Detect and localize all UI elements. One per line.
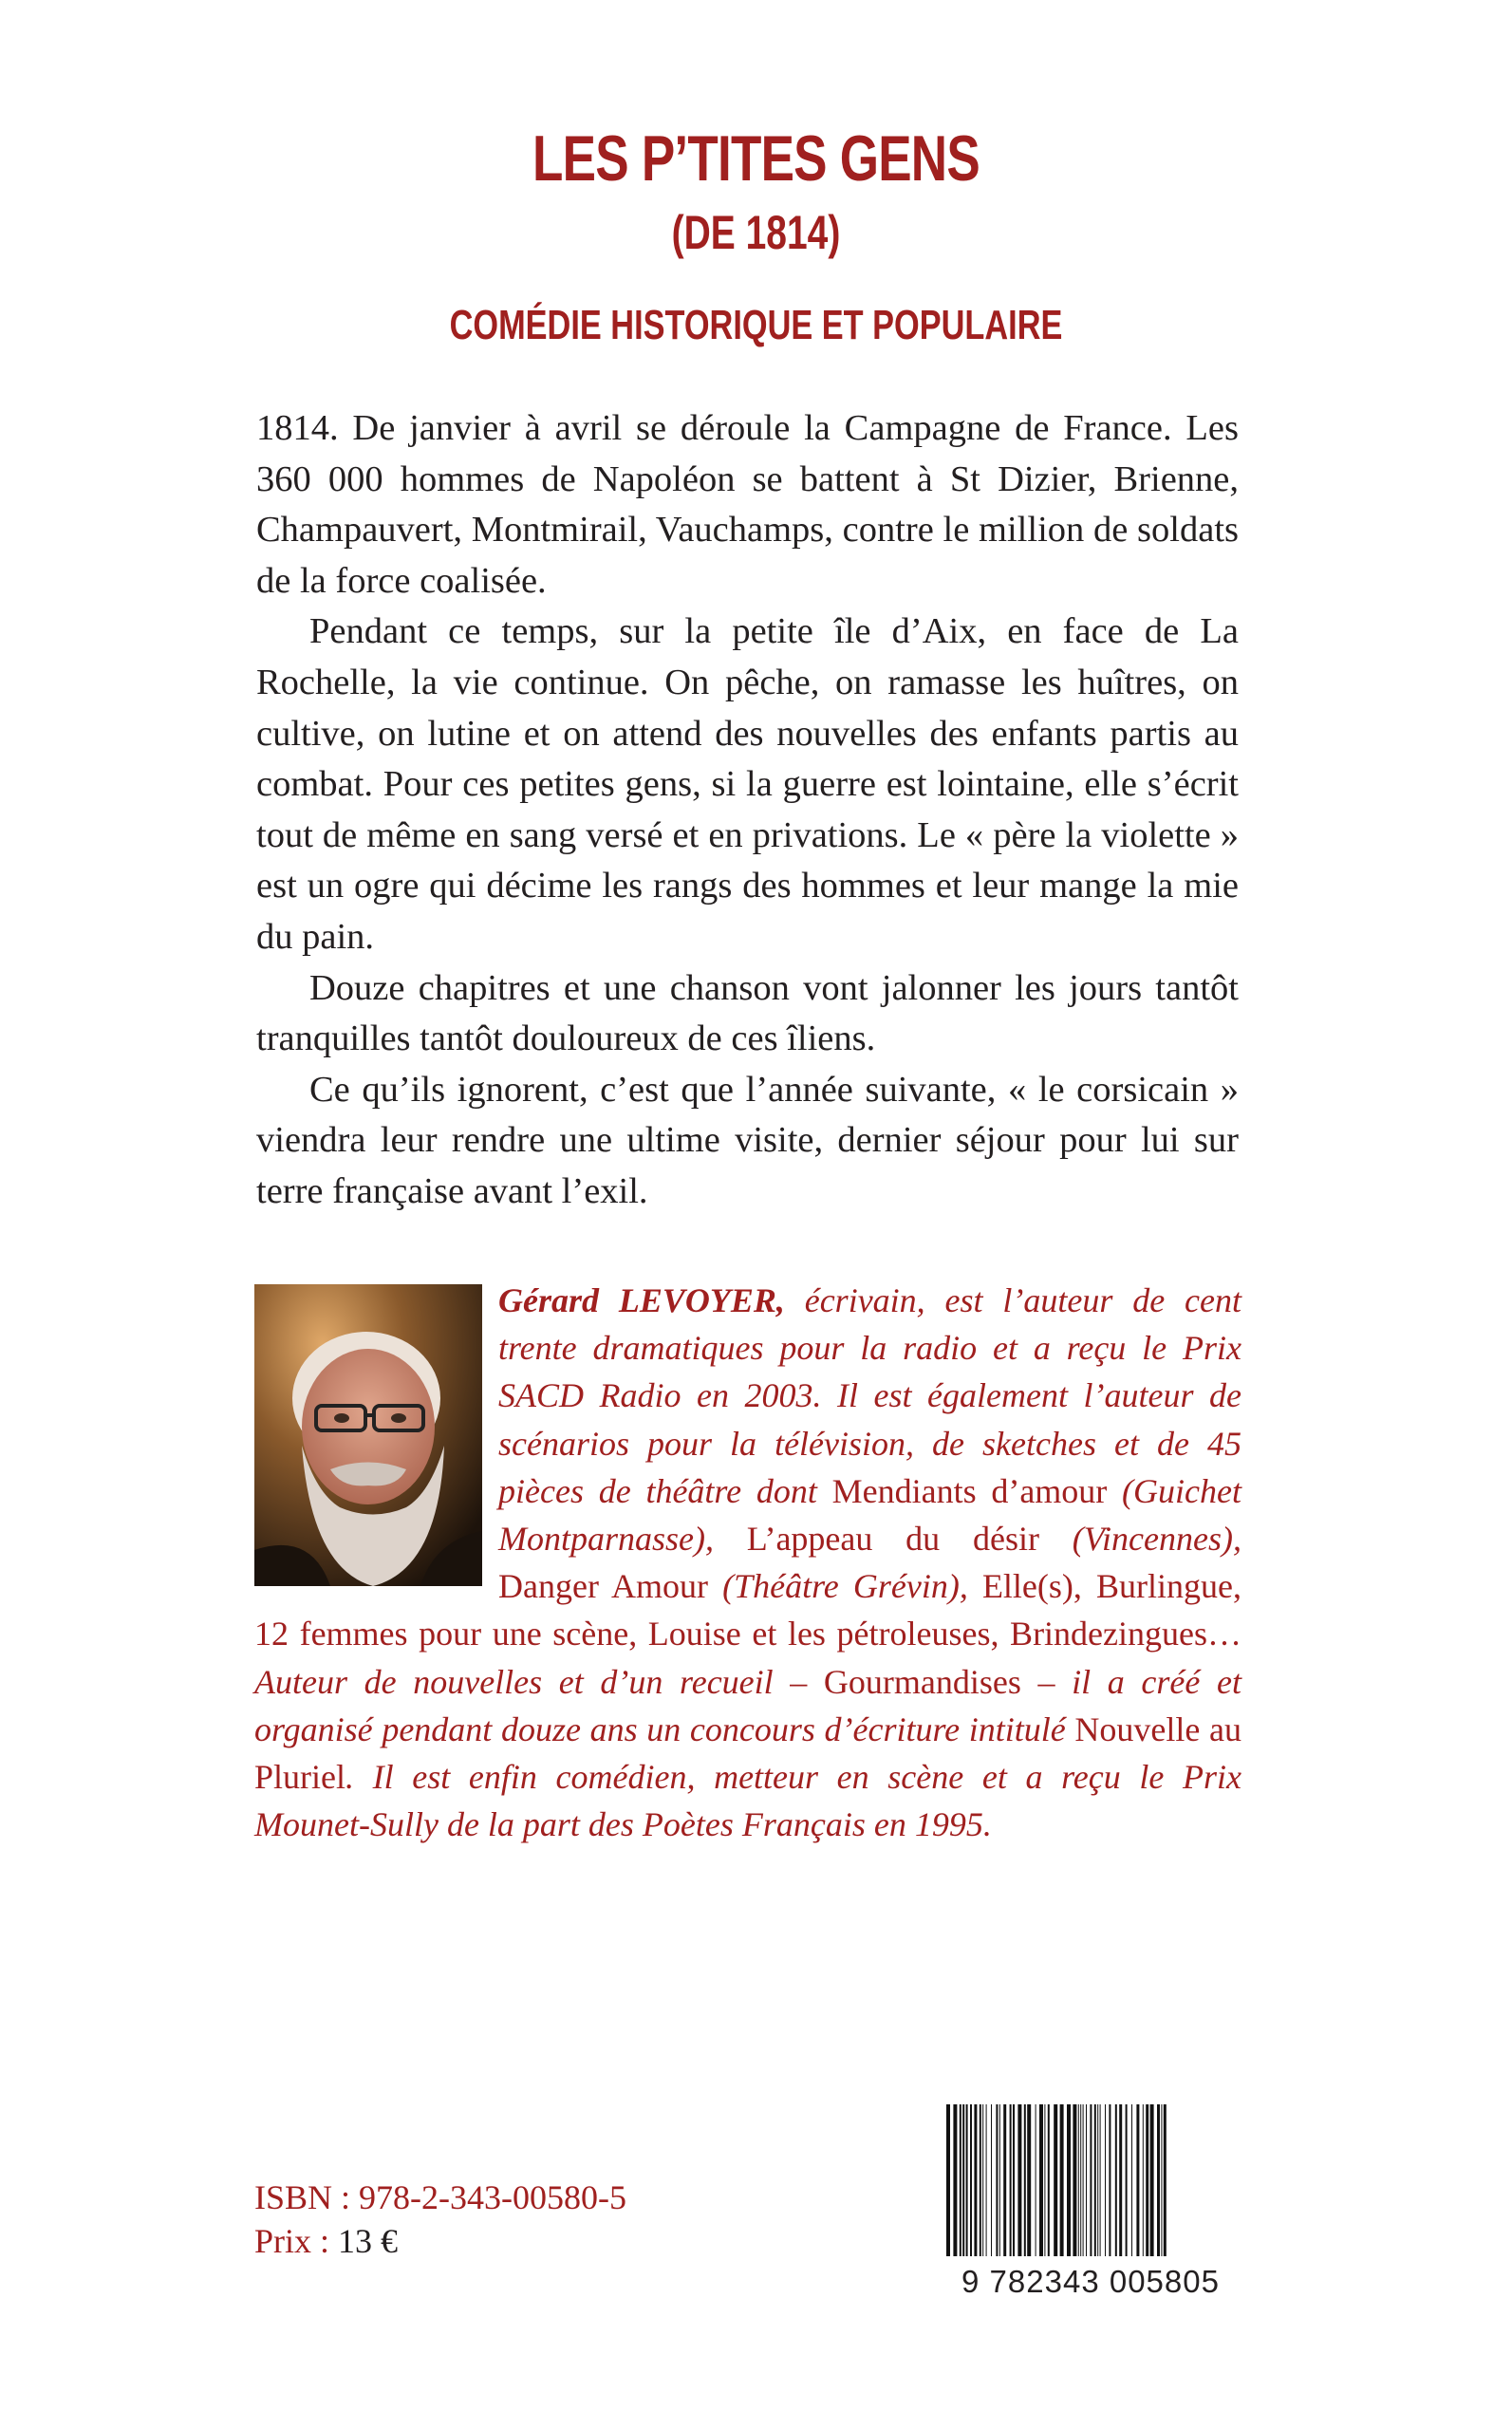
barcode-bar bbox=[1010, 2104, 1012, 2256]
barcode-bar bbox=[1073, 2104, 1076, 2256]
blurb-paragraph: Douze chapitres et une chanson vont jalonner les jours tantôt tranquilles tantôt douloureux de ces îliens. bbox=[256, 967, 1239, 1059]
barcode-bar bbox=[986, 2104, 987, 2256]
isbn-price bbox=[254, 2176, 626, 2263]
barcode-bar bbox=[1161, 2104, 1162, 2256]
bio-work-title: Danger Amour bbox=[498, 1567, 709, 1606]
barcode-bar bbox=[966, 2104, 968, 2256]
barcode-bar bbox=[974, 2104, 977, 2256]
price-line bbox=[254, 2219, 626, 2263]
barcode-bar bbox=[1119, 2104, 1122, 2256]
bio-text: . Il est enfin comédien, metteur en scène et a reçu le Prix Mounet-Sully de la part des Poètes Français en 1995. bbox=[254, 1758, 1241, 1844]
barcode-bar bbox=[962, 2104, 964, 2256]
book-genre: COMÉDIE HISTORIQUE ET POPULAIRE bbox=[449, 302, 1063, 348]
barcode-digits: 9 782343 005805 bbox=[961, 2264, 1220, 2298]
author-bio bbox=[254, 1277, 1241, 1848]
barcode-bar bbox=[1097, 2104, 1098, 2256]
barcode-bar bbox=[1090, 2104, 1092, 2256]
isbn-line bbox=[254, 2176, 626, 2219]
barcode-bar bbox=[1060, 2104, 1064, 2256]
barcode-bar bbox=[1164, 2104, 1167, 2256]
barcode-bar bbox=[1105, 2104, 1106, 2256]
barcode-bar bbox=[1054, 2104, 1057, 2256]
barcode-bar bbox=[1080, 2104, 1081, 2256]
barcode-bar bbox=[1131, 2104, 1132, 2256]
bio-text: (Théâtre Grévin), bbox=[708, 1567, 982, 1606]
bio-text: écrivain, est l’auteur de cent trente dramatiques pour la radio et a reçu le Prix SACD Radio en 2003. Il est également l’auteur de scénarios pour la télévision, de sketches et de 45 pièces de théâtre dont bbox=[498, 1281, 1241, 1510]
barcode-bar bbox=[991, 2104, 992, 2256]
blurb-paragraph: Pendant ce temps, sur la petite île d’Aix, en face de La Rochelle, la vie continue. On pêche, on ramasse les huîtres, on cultive, on lutine et on attend des nouvelles des enfants partis au combat. Pour ces petites gens, si la guerre est lointaine, elle s’écrit tout de même en sang versé et en privations. Le « père la violette » est un ogre qui décime les rangs des hommes et leur mange la mie du pain. bbox=[256, 611, 1239, 957]
isbn-label: ISBN : bbox=[254, 2178, 360, 2216]
barcode-bar bbox=[970, 2104, 972, 2256]
barcode-bar bbox=[960, 2104, 961, 2256]
barcode-bar bbox=[980, 2104, 981, 2256]
barcode-bar bbox=[1157, 2104, 1160, 2256]
bio-text: (Vincennes), bbox=[1038, 1520, 1241, 1559]
barcode-bar bbox=[1146, 2104, 1148, 2256]
blurb-paragraph: Ce qu’ils ignorent, c’est que l’année suivante, « le corsicain » viendra leur rendre une ultime visite, dernier séjour pour lui sur terre française avant l’exil. bbox=[256, 1069, 1239, 1211]
bio-work-title: L’appeau du désir bbox=[746, 1520, 1039, 1559]
barcode-bar bbox=[1027, 2104, 1031, 2256]
barcode-bar bbox=[1044, 2104, 1045, 2256]
barcode-bar bbox=[996, 2104, 998, 2256]
barcode-bar bbox=[1003, 2104, 1006, 2256]
barcode-bar bbox=[1109, 2104, 1111, 2256]
barcode-bar bbox=[1048, 2104, 1050, 2256]
barcode-bar bbox=[1017, 2104, 1021, 2256]
barcode-bar bbox=[1136, 2104, 1139, 2256]
barcode-bar bbox=[1100, 2104, 1101, 2256]
barcode-bar bbox=[1086, 2104, 1087, 2256]
price-value: 13 € bbox=[338, 2222, 399, 2260]
bio-text: Auteur de nouvelles et d’un recueil – bbox=[254, 1662, 824, 1701]
bio-work-title: Mendiants d’amour bbox=[831, 1471, 1108, 1510]
barcode-bar bbox=[1024, 2104, 1026, 2256]
isbn-value: 978-2-343-00580-5 bbox=[359, 2178, 626, 2216]
barcode bbox=[943, 2101, 1239, 2298]
bio-text: – il a créé et organisé pendant douze ans un concours d’écriture intitulé bbox=[254, 1662, 1241, 1748]
barcode-graphic bbox=[943, 2101, 1239, 2298]
bio-work-title: Gourmandises bbox=[823, 1662, 1021, 1701]
barcode-bar bbox=[1067, 2104, 1071, 2256]
price-label: Prix : bbox=[254, 2222, 339, 2260]
blurb-paragraph: 1814. De janvier à avril se déroule la Campagne de France. Les 360 000 hommes de Napoléon se battent à St Dizier, Brienne, Champauvert, Montmirail, Vauchamps, contre le million de soldats de la force coalisée. bbox=[256, 408, 1239, 601]
book-title: LES P’TITES GENS bbox=[532, 122, 980, 195]
blurb bbox=[256, 403, 1239, 1218]
barcode-bar bbox=[946, 2104, 950, 2256]
barcode-bar bbox=[953, 2104, 957, 2256]
barcode-bar bbox=[1078, 2104, 1079, 2256]
author-name: Gérard LEVOYER, bbox=[498, 1281, 785, 1319]
barcode-bar bbox=[1115, 2104, 1117, 2256]
bio-text: (Guichet Montparnasse), bbox=[498, 1471, 1242, 1559]
barcode-bar bbox=[1013, 2104, 1015, 2256]
barcode-bar bbox=[999, 2104, 1000, 2256]
barcode-bar bbox=[1083, 2104, 1084, 2256]
barcode-bar bbox=[1143, 2104, 1144, 2256]
barcode-bar bbox=[1094, 2104, 1096, 2256]
barcode-bar bbox=[982, 2104, 983, 2256]
bio-work-title: Nouvelle au Pluriel bbox=[254, 1709, 1242, 1797]
book-subtitle: (DE 1814) bbox=[671, 206, 841, 259]
bio-work-title: Elle(s), Burlingue, 12 femmes pour une scène, Louise et les pétroleuses, Brindezingues… bbox=[254, 1567, 1241, 1653]
barcode-bar bbox=[1126, 2104, 1128, 2256]
barcode-bar bbox=[1039, 2104, 1043, 2256]
barcode-bar bbox=[1150, 2104, 1154, 2256]
